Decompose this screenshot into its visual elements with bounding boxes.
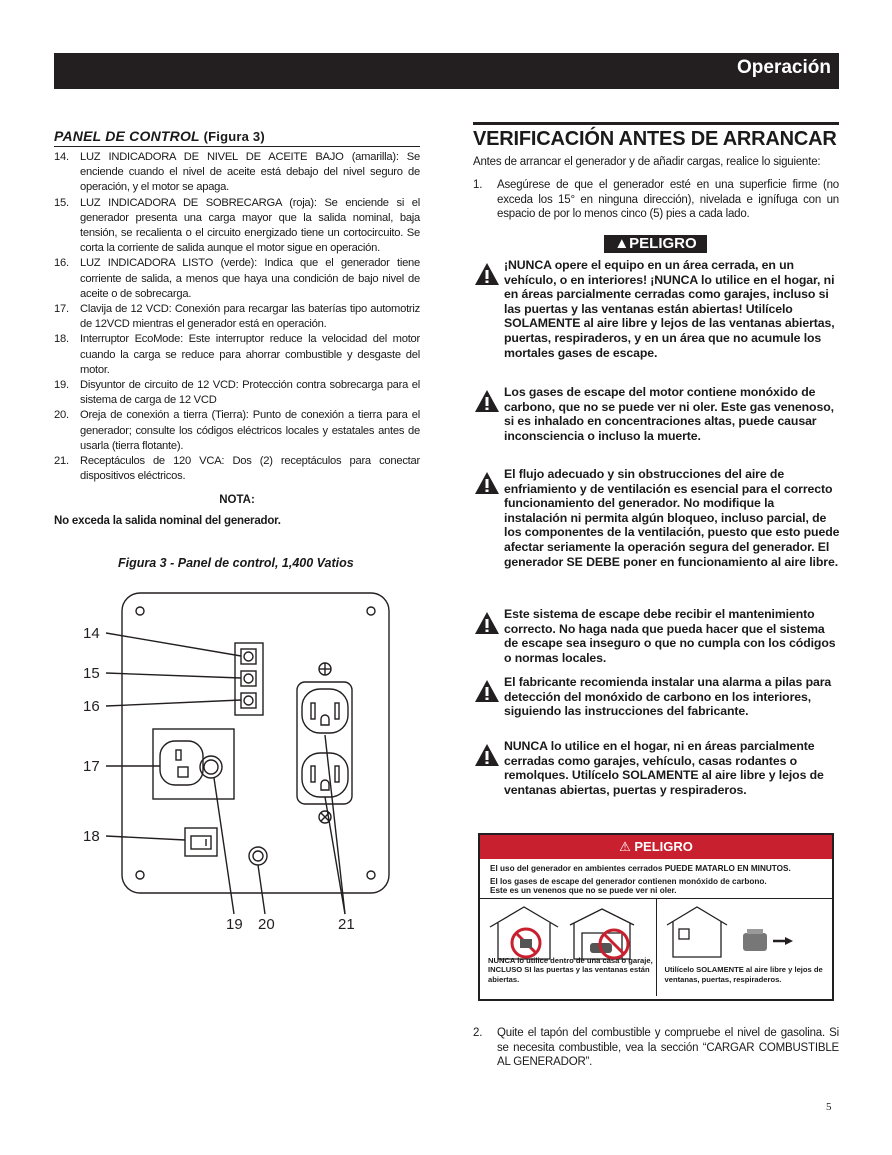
item-number: 17.	[54, 303, 69, 316]
danger-label-line: El uso del generador en ambientes cerrados PUEDE MATARLO EN MINUTOS.	[490, 864, 791, 873]
note-text: No exceda la salida nominal del generador.	[54, 515, 281, 528]
danger-badge: ▲PELIGRO	[604, 235, 707, 253]
step-number: 2.	[473, 1027, 483, 1039]
outdoor-use-illustration	[663, 903, 813, 963]
no-indoor-use-illustration	[486, 903, 656, 963]
list-item	[54, 150, 420, 196]
warning-text: NUNCA lo utilice en el hogar, ni en áreas parcialmente cerradas como garajes, vehículo, casas rodantes o remolques. Utilícelo SOLAMENTE al aire libre y lejos de ventanas abiertas, puertas y respiraderos.	[504, 739, 824, 797]
ac-receptacle-top	[302, 689, 348, 733]
ecomode-switch	[185, 828, 217, 856]
warning-block	[474, 258, 840, 360]
list-item	[54, 302, 420, 332]
warning-triangle-icon	[474, 262, 500, 286]
warning-text: ¡NUNCA opere el equipo en un área cerrada, en un vehículo, o en interiores! ¡NUNCA lo utilice en el hogar, ni en áreas parcialmente cerradas como garajes, incluso si las puertas y las ventanas están abiertas! Utilícelo SOLAMENTE al aire libre y lejos de las ventanas abiertas, puertas, respiraderos, y en un área que no acumule los mortales gases de escape.	[504, 258, 835, 360]
warning-block	[474, 675, 840, 719]
step-2	[473, 1026, 839, 1070]
low-oil-indicator-light	[241, 649, 256, 664]
warning-block	[474, 739, 840, 797]
item-text: LUZ INDICADORA DE SOBRECARGA (roja): Se enciende si el generador presenta una carga mayor que la salida nominal, baja tensión, se recalienta o el circuito energizado tiene un cortocircuito. Se corta la corriente de salida aunque el motor sigue en operación.	[80, 196, 420, 255]
item-text: Disyuntor de circuito de 12 VCD: Protección contra sobrecarga para el sistema de carga de 12 VCD	[80, 379, 420, 407]
item-text: Interruptor EcoMode: Este interruptor reduce la velocidad del motor cuando la carga se reduce para ahorrar combustible y desgaste del motor.	[80, 333, 420, 376]
item-number: 16.	[54, 257, 69, 270]
warning-block	[474, 607, 840, 665]
pre-start-heading: VERIFICACIÓN ANTES DE ARRANCAR	[473, 122, 839, 151]
callout-19: 19	[226, 916, 243, 933]
warning-triangle-icon	[474, 679, 500, 703]
item-number: 14.	[54, 151, 69, 163]
danger-label-title: PELIGRO	[634, 839, 693, 854]
danger-label	[478, 833, 834, 1001]
overload-indicator-light	[241, 671, 256, 686]
list-item	[54, 454, 420, 484]
page-number: 5	[826, 1101, 832, 1113]
warning-text: El fabricante recomienda instalar una alarma a pilas para detección del monóxido de carbono en los interiores, siguiendo las instrucciones del fabricante.	[504, 675, 832, 719]
callout-16: 16	[83, 698, 100, 715]
step-1	[473, 178, 839, 222]
control-panel-heading-text: PANEL DE CONTROL	[54, 128, 200, 144]
warning-block	[474, 467, 840, 569]
section-title: Operación	[737, 57, 831, 78]
item-text: LUZ INDICADORA LISTO (verde): Indica que el generador tiene corriente de salida, a menos que haya una condición de bajo nivel de aceite o de sobrecarga.	[80, 257, 420, 300]
control-panel-item-list	[54, 150, 420, 484]
step-number: 1.	[473, 179, 483, 191]
list-item	[54, 378, 420, 408]
note-label: NOTA:	[219, 494, 255, 507]
mounting-screw	[367, 607, 375, 615]
item-text: Oreja de conexión a tierra (Tierra): Punto de conexión a tierra para el generador; consulte los códigos eléctricos locales y estatales antes de usarla (tierra flotante).	[80, 409, 420, 452]
danger-label-panel-outdoors	[656, 899, 833, 996]
dc-12v-socket	[160, 741, 203, 785]
right-column	[473, 122, 839, 222]
item-number: 19.	[54, 379, 69, 392]
warning-block	[474, 385, 840, 443]
figure-caption: Figura 3 - Panel de control, 1,400 Vatios	[118, 556, 354, 570]
danger-badge-text: PELIGRO	[629, 235, 697, 252]
ac-receptacles-plate	[297, 682, 352, 804]
list-item	[54, 256, 420, 302]
callout-15: 15	[83, 665, 100, 682]
mounting-screw	[136, 607, 144, 615]
step-text: Quite el tapón del combustible y compruebe el nivel de gasolina. Si se necesita combustible, vea la sección “CARGAR COMBUSTIBLE AL GENERADOR”.	[497, 1027, 839, 1068]
item-number: 21.	[54, 455, 69, 468]
item-number: 18.	[54, 333, 69, 346]
mounting-screw	[136, 871, 144, 879]
ready-indicator-light	[241, 693, 256, 708]
step-text: Asegúrese de que el generador esté en una superficie firme (no exceda los 15° en ninguna dirección), nivelada e ignífuga con un espacio de por lo menos cinco (5) pies a cada lado.	[497, 179, 839, 220]
section-header-bar	[54, 53, 839, 89]
warning-triangle-icon	[474, 471, 500, 495]
item-text: Clavija de 12 VCD: Conexión para recargar las baterías tipo automotriz de 12VCD mientras el generador está en operación.	[80, 303, 420, 331]
danger-label-line: Este es un venenos que no se puede ver ni oler.	[490, 886, 677, 895]
callout-21: 21	[338, 916, 355, 933]
warning-text: Los gases de escape del motor contiene monóxido de carbono, que no se puede ver ni oler. Este gas venenoso, si es inhalado en concentraciones altas, puede causar inconsciencia o incluso la muerte.	[504, 385, 834, 443]
list-item	[54, 196, 420, 257]
item-text: Receptáculos de 120 VCA: Dos (2) receptáculos para conectar dispositivos eléctricos.	[80, 455, 420, 483]
warning-text: El flujo adecuado y sin obstrucciones del aire de enfriamiento y de ventilación es esencial para el correcto funcionamiento del generador. No modifique la instalación ni permita algún bloqueo, incluso parcial, de los componentes de la ventilación, puesto que esto puede afectar seriamente la operación segura del generador. El generador SE DEBE poner en funcionamiento al aire libre.	[504, 467, 840, 569]
pre-start-intro: Antes de arrancar el generador y de añadir cargas, realice lo siguiente:	[473, 156, 821, 168]
item-number: 15.	[54, 196, 69, 209]
indicator-light-panel	[235, 643, 263, 715]
list-item	[54, 332, 420, 378]
danger-label-line: El los gases de escape del generador contienen monóxido de carbono.	[490, 877, 767, 886]
control-panel-diagram	[78, 585, 408, 935]
ground-lug	[249, 847, 267, 865]
mounting-screw	[367, 871, 375, 879]
warning-triangle-icon	[474, 611, 500, 635]
danger-label-panel-text: NUNCA lo utilice dentro de una casa o garaje, INCLUSO SI las puertas y las ventanas están abiertas.	[488, 955, 653, 984]
left-column	[54, 128, 420, 527]
warning-triangle-icon	[474, 389, 500, 413]
danger-label-panel-indoors	[480, 899, 656, 996]
danger-label-header: ⚠ PELIGRO	[480, 835, 832, 859]
danger-label-panel-text: Utilícelo SOLAMENTE al aire libre y lejos de ventanas, puertas, respiraderos.	[664, 965, 823, 984]
callout-14: 14	[83, 625, 100, 642]
callout-20: 20	[258, 916, 275, 933]
warning-text: Este sistema de escape debe recibir el mantenimiento correcto. No haga nada que pueda hacer que el sistema de escape sea inseguro o que no cumpla con los códigos o normas locales.	[504, 607, 836, 665]
item-text: LUZ INDICADORA DE NIVEL DE ACEITE BAJO (amarilla): Se enciende cuando el nivel de aceite está debajo del nivel seguro de operación, y el motor se apaga.	[80, 151, 420, 194]
callout-17: 17	[83, 758, 100, 775]
item-number: 20.	[54, 409, 69, 422]
warning-triangle-icon	[474, 743, 500, 767]
control-panel-heading	[54, 128, 420, 147]
list-item	[54, 408, 420, 454]
callout-18: 18	[83, 828, 100, 845]
control-panel-heading-figure: (Figura 3)	[203, 129, 265, 144]
